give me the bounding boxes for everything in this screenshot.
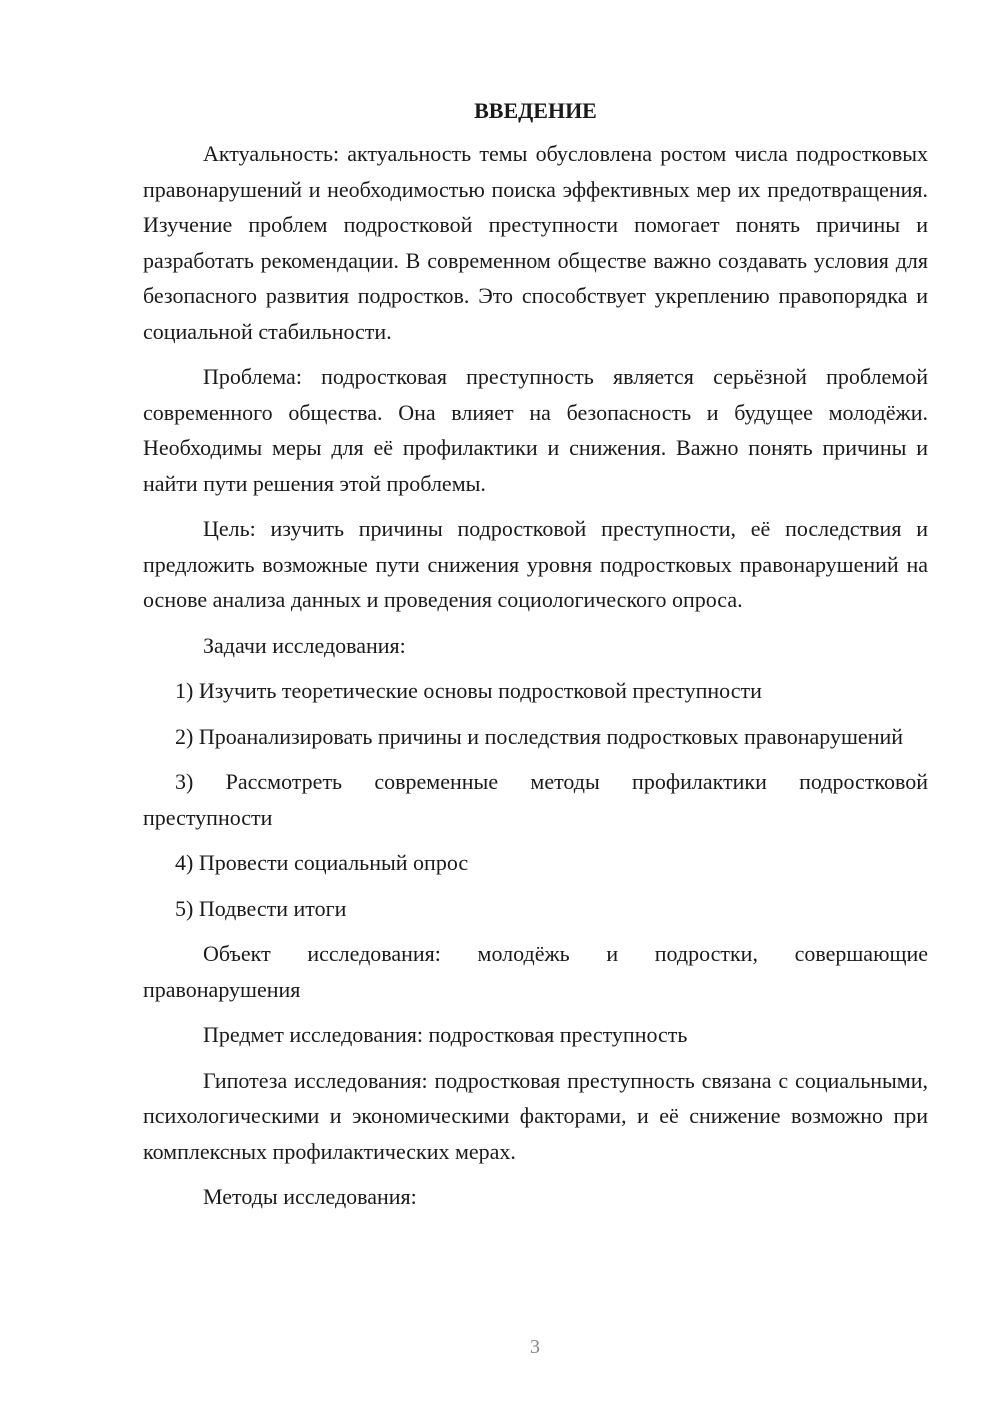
task-item: 2) Проанализировать причины и последствия подростковых правонарушений	[175, 723, 904, 749]
section-heading: ВВЕДЕНИЕ	[474, 98, 597, 123]
object-paragraph: Объект исследования: молодёжь и подростки, совершающие правонарушения	[143, 941, 928, 1002]
problem-paragraph: Проблема: подростковая преступность является серьёзной проблемой современного общества. Она влияет на безопасность и будущее молодёжи. Необходимы меры для её профилактики и снижения. Важно понять причины и найти пути решения этой проблемы.	[143, 364, 928, 496]
task-item: 3) Рассмотреть современные методы профилактики подростковой преступности	[143, 769, 928, 830]
task-item: 1) Изучить теоретические основы подростковой преступности	[175, 678, 762, 703]
hypothesis-paragraph: Гипотеза исследования: подростковая преступность связана с социальными, психологическими и экономическими факторами, и её снижение возможно при комплексных профилактических мерах.	[143, 1067, 928, 1164]
page-number: 3	[530, 1336, 540, 1358]
tasks-heading: Задачи исследования:	[203, 632, 406, 658]
relevance-paragraph: Актуальность: актуальность темы обусловлена ростом числа подростковых правонарушений и необходимостью поиска эффективных мер их предотвращения. Изучение проблем подростковой преступности помогает понять причины и разработать рекомендации. В современном обществе важно создавать условия для безопасного развития подростков. Это способствует укреплению правопорядка и социальной стабильности.	[143, 141, 928, 344]
task-item: 4) Провести социальный опрос	[175, 850, 469, 875]
goal-paragraph: Цель: изучить причины подростковой преступности, её последствия и предложить возможные пути снижения уровня подростковых правонарушений на основе анализа данных и проведения социологического опроса.	[143, 516, 928, 612]
methods-paragraph: Методы исследования:	[203, 1184, 417, 1209]
task-item: 5) Подвести итоги	[175, 895, 347, 921]
subject-paragraph: Предмет исследования: подростковая преступность	[203, 1022, 688, 1047]
page-content	[143, 93, 928, 1225]
